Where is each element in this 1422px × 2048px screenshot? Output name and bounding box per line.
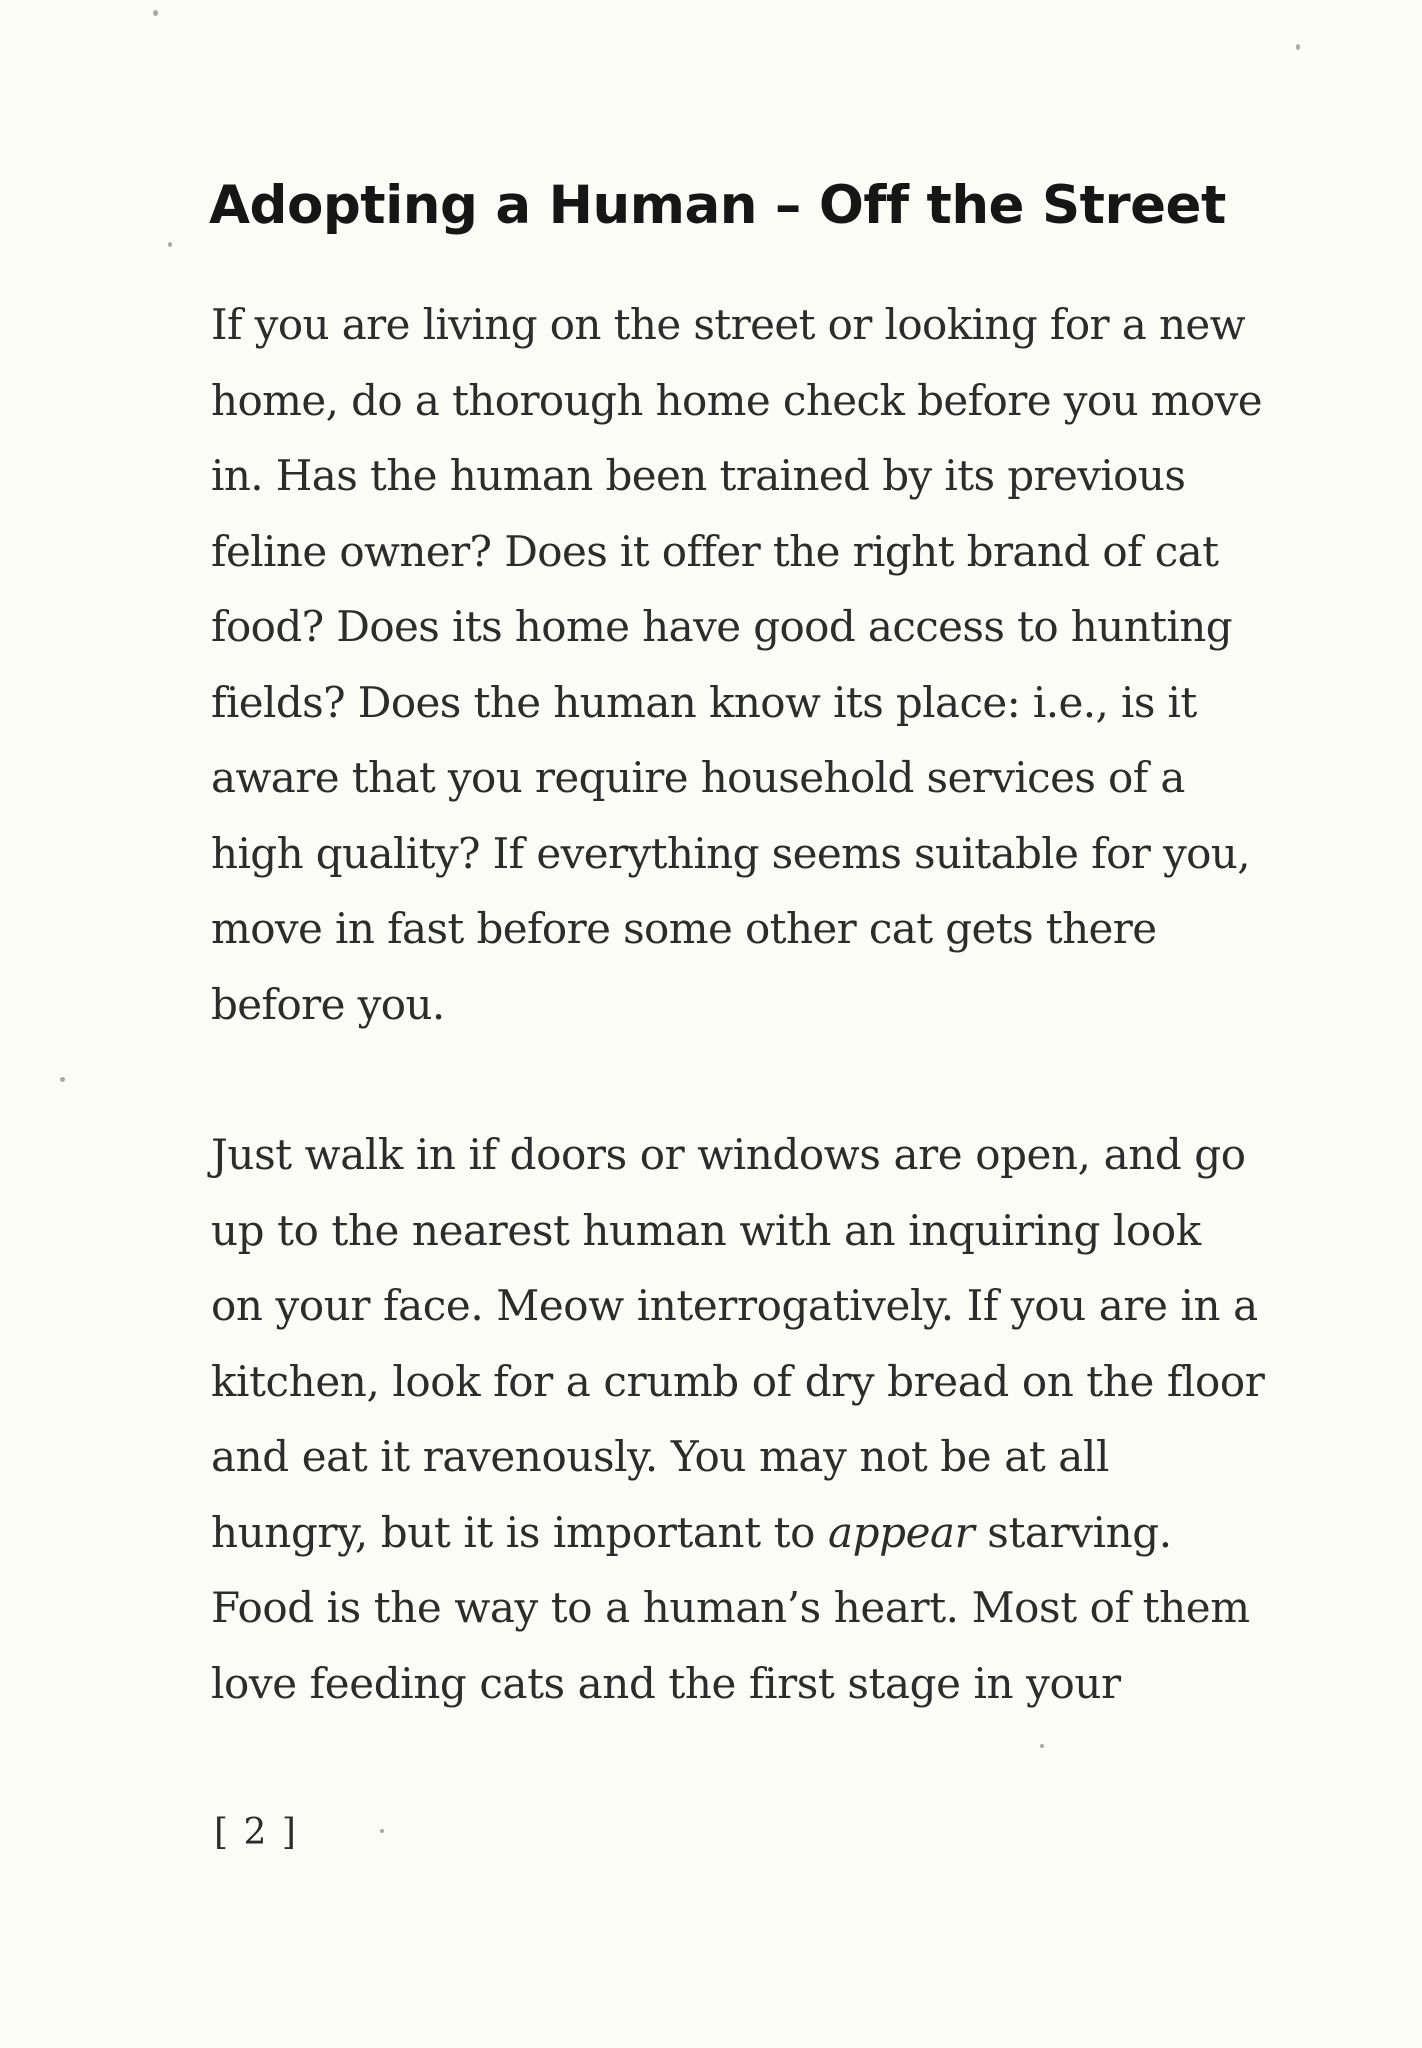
scan-speck (380, 1829, 384, 1833)
text-line: Food is the way to a human’s heart. Most of them (211, 1583, 1250, 1632)
section-heading: Adopting a Human – Off the Street (209, 175, 1226, 236)
scan-speck (168, 242, 172, 247)
text-line: up to the nearest human with an inquiring look (211, 1205, 1201, 1255)
text-line: and eat it ravenously. You may not be at all (211, 1432, 1109, 1481)
text-line: high quality? If everything seems suitable for you, (211, 828, 1251, 878)
text-line: feline owner? Does it offer the right brand of cat (211, 526, 1219, 576)
text-run: starving. (974, 1507, 1172, 1557)
text-line: Just walk in if doors or windows are open, and go (211, 1130, 1246, 1179)
text-line: aware that you require household services of a (211, 753, 1185, 802)
text-line-with-emphasis (211, 1495, 1331, 1571)
text-line: If you are living on the street or looking for a new (211, 300, 1245, 349)
text-line: before you. (211, 979, 445, 1029)
scan-speck (1296, 44, 1300, 50)
text-line: love feeding cats and the first stage in your (211, 1658, 1121, 1708)
body-paragraph-2 (211, 1117, 1331, 1721)
scan-speck (60, 1077, 65, 1082)
text-line: fields? Does the human know its place: i.e., is it (211, 677, 1197, 727)
text-line: kitchen, look for a crumb of dry bread on the floor (211, 1356, 1265, 1406)
text-line: in. Has the human been trained by its previous (211, 451, 1186, 500)
scan-speck (1040, 1744, 1044, 1748)
page-number: [ 2 ] (214, 1812, 298, 1853)
text-line: move in fast before some other cat gets there (211, 904, 1157, 953)
text-run: hungry, but it is important to (211, 1507, 828, 1557)
italic-emphasis: appear (827, 1507, 975, 1557)
text-line: on your face. Meow interrogatively. If you are in a (211, 1281, 1258, 1330)
body-paragraph-1 (211, 287, 1331, 1042)
scan-speck (153, 10, 158, 16)
text-line: food? Does its home have good access to hunting (211, 602, 1233, 651)
text-line: home, do a thorough home check before you move (211, 375, 1263, 425)
